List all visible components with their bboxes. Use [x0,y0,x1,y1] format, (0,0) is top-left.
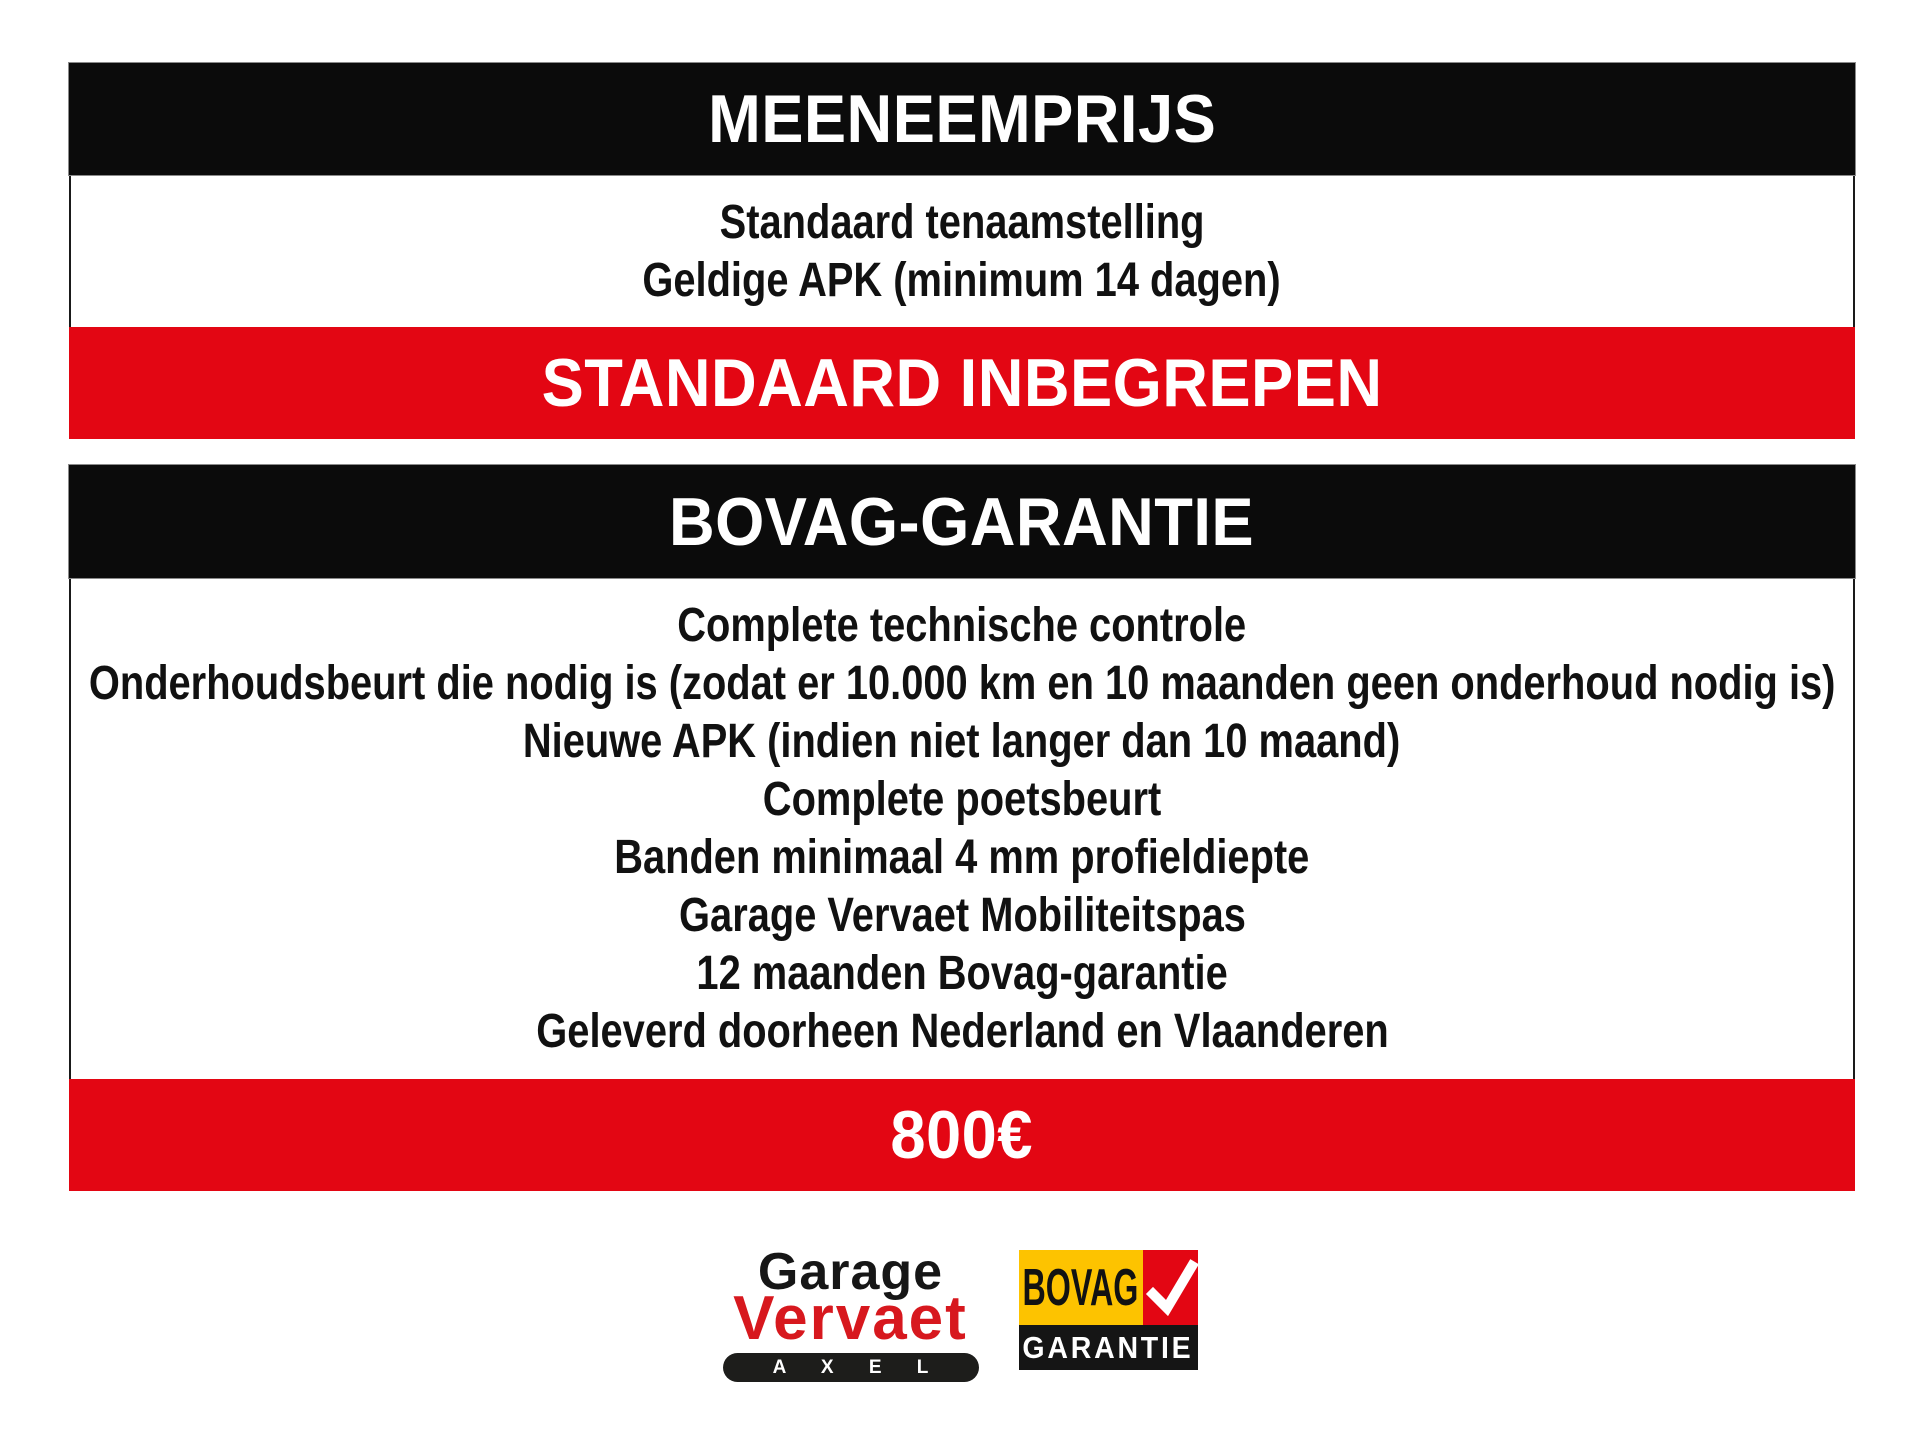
bovag-logo-text: BOVAG [1022,1258,1139,1317]
section-divider [69,439,1855,465]
footer-logos [0,1243,1920,1382]
checkmark-icon [1143,1250,1198,1325]
bovag-logo-bottom [1019,1325,1198,1370]
bovag-logo-top [1019,1250,1198,1325]
list-item [71,251,1853,309]
list-item [71,713,1853,771]
list-item [71,193,1853,251]
list-item-text: 12 maanden Bovag-garantie [696,947,1228,1000]
bovag-garantie-title: BOVAG-GARANTIE [669,483,1255,560]
meeneemprijs-panel [69,175,1855,327]
bovag-logo-wordmark [1019,1250,1143,1325]
list-item-text: Banden minimaal 4 mm profieldiepte [614,831,1310,884]
list-item [71,945,1853,1003]
standaard-inbegrepen-title: STANDAARD INBEGREPEN [541,345,1383,421]
garage-vervaet-logo [723,1243,979,1382]
price-bar [69,1079,1855,1191]
list-item [71,829,1853,887]
meeneemprijs-header-bar [69,63,1855,175]
bovag-garantie-panel [69,578,1855,1079]
price-sheet [69,63,1855,1191]
list-item-text: Complete technische controle [677,599,1247,652]
list-item-text: Garage Vervaet Mobiliteitspas [678,889,1246,942]
axel-badge [723,1353,979,1382]
list-item [71,1003,1853,1061]
list-item [71,771,1853,829]
list-item [71,655,1853,713]
list-item-text: Onderhoudsbeurt die nodig is (zodat er 10.000 km en 10 maanden geen onderhoud nodig is) [88,657,1836,710]
bovag-garantie-text: GARANTIE [1022,1329,1194,1365]
bovag-garantie-logo [1019,1250,1198,1370]
list-item-text: Complete poetsbeurt [762,773,1162,826]
axel-badge-text: A X E L [772,1356,944,1378]
list-item-text: Nieuwe APK (indien niet langer dan 10 maand) [523,715,1401,768]
garage-vervaet-logo-line2: Vervaet [733,1284,968,1353]
price-value: 800€ [890,1097,1034,1173]
list-item [71,597,1853,655]
list-item [71,887,1853,945]
bovag-garantie-header-bar [69,465,1855,578]
meeneemprijs-title: MEENEEMPRIJS [707,81,1217,157]
garage-vervaet-logo-line1: Garage [757,1243,944,1301]
list-item-text: Geleverd doorheen Nederland en Vlaanderen [535,1005,1389,1058]
list-item-text: Geldige APK (minimum 14 dagen) [642,253,1282,307]
standaard-inbegrepen-bar [69,327,1855,439]
list-item-text: Standaard tenaamstelling [719,195,1205,249]
